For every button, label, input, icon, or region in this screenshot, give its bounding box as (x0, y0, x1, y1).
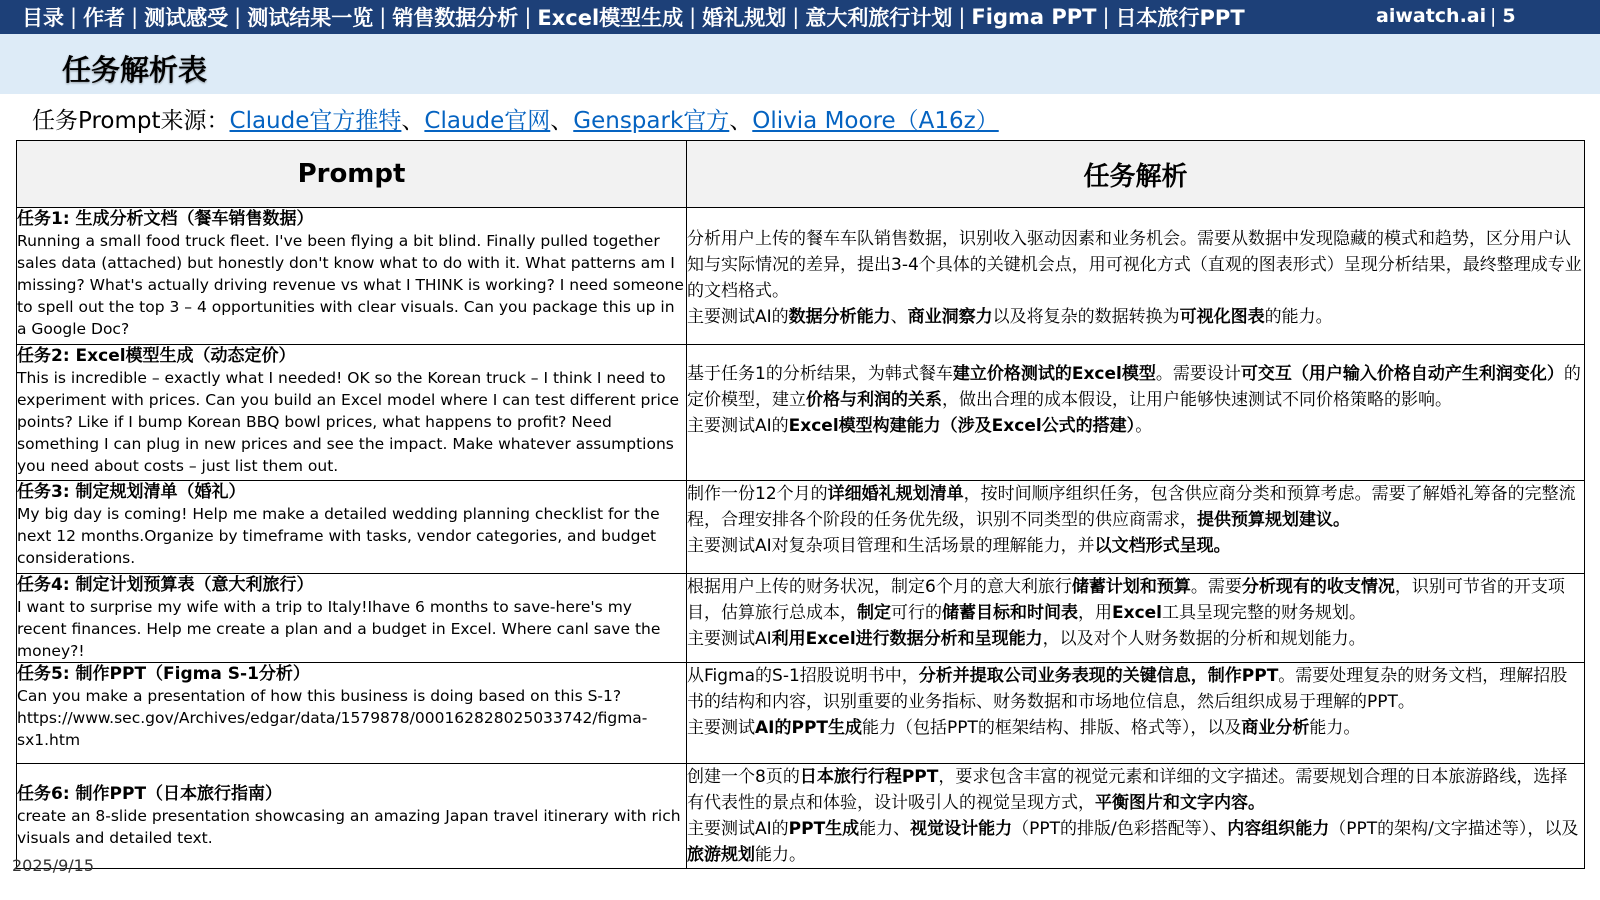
analysis-cell (687, 764, 1585, 869)
page-number: 5 (1502, 5, 1516, 27)
source-separator: 、 (729, 108, 753, 134)
nav-separator: | (792, 5, 800, 29)
table-header-row (17, 141, 1585, 208)
analysis-emphasis: AI的PPT生成 (755, 718, 862, 738)
analysis-paragraph (687, 574, 1584, 626)
analysis-emphasis: 以文档形式呈现。 (1094, 536, 1231, 556)
page-title: 任务解析表 (62, 53, 208, 87)
analysis-text: 主要测试AI的 (687, 416, 789, 436)
analysis-text: 可行的 (891, 603, 942, 623)
prompt-cell (17, 663, 687, 764)
analysis-text: ，按时间顺序组织任务，包含供应商分类和预算考虑。需要了解婚礼筹备的完整流程，合理安排各个阶段的任务优先级，识别不同类型的供应商需求， (687, 484, 1576, 530)
task-title: 任务6: 制作PPT（日本旅行指南） (17, 784, 283, 804)
analysis-emphasis: Excel (1112, 603, 1163, 623)
analysis-cell (687, 208, 1585, 345)
nav-separator: | (234, 5, 242, 29)
task-title: 任务5: 制作PPT（Figma S-1分析） (17, 664, 310, 684)
prompt-text: Can you make a presentation of how this business is doing based on this S-1? https://www.sec.gov/Archives/edgar/data/1579878/000162828025033742/figma-sx1.htm (17, 687, 648, 749)
analysis-text: 创建一个8页的 (687, 767, 800, 787)
source-link-claude-twitter[interactable]: Claude官方推特 (229, 108, 402, 134)
source-link-olivia-moore[interactable]: Olivia Moore（A16z） (752, 108, 999, 134)
nav-separator: | (958, 5, 966, 29)
analysis-emphasis: 制定 (857, 603, 891, 623)
analysis-emphasis: 利用Excel进行数据分析和呈现能力 (771, 629, 1043, 649)
analysis-paragraph (687, 304, 1584, 330)
top-nav-bar (0, 0, 1600, 34)
analysis-emphasis: 平衡图片和文字内容。 (1095, 793, 1265, 813)
analysis-emphasis: 视觉设计能力 (910, 819, 1013, 839)
source-link-genspark[interactable]: Genspark官方 (573, 108, 730, 134)
analysis-text: ，识别可节省的开支项目，估算旅行总成本， (687, 577, 1565, 623)
task-title: 任务1: 生成分析文档（餐车销售数据） (17, 209, 314, 229)
analysis-paragraph (687, 663, 1584, 715)
analysis-text: （PPT的排版/色彩搭配等）、 (1012, 819, 1228, 839)
prompt-text: This is incredible – exactly what I needed! OK so the Korean truck – I think I need to experiment with prices. Can you build an Excel model where I can test different price points? Like if I bump Korean BBQ bowl prices, what happens to profit? Need something I can plug in new prices and see the impact. Make whatever assumptions you need about costs – just list them out. (17, 369, 680, 475)
nav-item-figma-ppt[interactable]: Figma PPT (971, 5, 1097, 29)
analysis-text: 能力、 (859, 819, 911, 839)
analysis-emphasis: 商业分析 (1241, 718, 1310, 738)
analysis-emphasis: Excel模型构建能力（涉及Excel公式的搭建） (788, 416, 1136, 436)
analysis-text: 主要测试AI的 (687, 307, 789, 327)
analysis-paragraph (687, 715, 1584, 741)
analysis-emphasis: 数据分析能力 (788, 307, 891, 327)
task-title: 任务4: 制定计划预算表（意大利旅行） (17, 575, 314, 595)
source-link-claude-site[interactable]: Claude官网 (424, 108, 551, 134)
analysis-text: 分析用户上传的餐车车队销售数据，识别收入驱动因素和业务机会。需要从数据中发现隐藏的模式和趋势，区分用户认知与实际情况的差异，提出3-4个具体的关键机会点，用可视化方式（直观的图表形式）呈现分析结果，最终整理成专业的文档格式。 (687, 229, 1582, 301)
task-title: 任务2: Excel模型生成（动态定价） (17, 346, 296, 366)
nav-item-japan-ppt[interactable]: 日本旅行PPT (1115, 6, 1245, 30)
analysis-paragraph (687, 533, 1584, 559)
table-row (17, 764, 1585, 869)
analysis-text: 工具呈现完整的财务规划。 (1162, 603, 1367, 623)
nav-item-impressions[interactable]: 测试感受 (144, 6, 229, 30)
analysis-text: 从Figma的S-1招股说明书中， (687, 666, 919, 686)
analysis-text: 。需要处理复杂的财务文档，理解招股书的结构和内容，识别重要的业务指标、财务数据和市场地位信息，然后组织成易于理解的PPT。 (687, 666, 1568, 712)
slide-date: 2025/9/15 (12, 856, 95, 875)
source-separator: 、 (401, 108, 425, 134)
analysis-text: 制作一份12个月的 (687, 484, 828, 504)
analysis-emphasis: 日本旅行行程PPT (799, 767, 939, 787)
analysis-paragraph (687, 481, 1584, 533)
prompt-text: create an 8-slide presentation showcasing an amazing Japan travel itinerary with rich visuals and detailed text. (17, 807, 681, 847)
analysis-paragraph (687, 226, 1584, 304)
analysis-text: 根据用户上传的财务状况，制定6个月的意大利旅行 (687, 577, 1072, 597)
nav-item-wedding[interactable]: 婚礼规划 (702, 6, 787, 30)
nav-separator: | (1102, 5, 1110, 29)
prompt-cell (17, 208, 687, 345)
analysis-text: 能力。 (755, 845, 806, 865)
header-prompt: Prompt (17, 141, 687, 208)
prompt-cell (17, 574, 687, 663)
analysis-text: 基于任务1的分析结果，为韩式餐车 (687, 364, 953, 384)
analysis-emphasis: 分析现有的收支情况 (1241, 577, 1395, 597)
analysis-text: 主要测试AI (687, 629, 772, 649)
prompt-cell (17, 764, 687, 869)
prompt-cell (17, 481, 687, 574)
prompt-source-line (32, 102, 999, 135)
analysis-text: 。 (1135, 416, 1153, 436)
nav-item-sales-analysis[interactable]: 销售数据分析 (392, 6, 519, 30)
table-row (17, 663, 1585, 764)
analysis-text: （PPT的架构/文字描述等），以及 (1329, 819, 1579, 839)
table-row (17, 574, 1585, 663)
analysis-text: 的能力。 (1264, 307, 1333, 327)
analysis-text: 主要测试 (687, 718, 755, 738)
analysis-emphasis: 可交互（用户输入价格自动产生利润变化） (1240, 364, 1564, 384)
analysis-text: 。需要设计 (1155, 364, 1241, 384)
nav-separator: | (524, 5, 532, 29)
analysis-text: 能力。 (1309, 718, 1361, 738)
analysis-text: ，用 (1078, 603, 1112, 623)
analysis-text: 主要测试AI的 (687, 819, 789, 839)
analysis-emphasis: 建立价格测试的Excel模型 (952, 364, 1156, 384)
analysis-text: 主要测试AI对复杂项目管理和生活场景的理解能力，并 (687, 536, 1095, 556)
analysis-text: 的定价模型，建立 (687, 364, 1581, 410)
source-separator: 、 (550, 108, 574, 134)
analysis-emphasis: 价格与利润的关系 (806, 390, 942, 410)
analysis-text: 、 (890, 307, 908, 327)
page-number-separator: | (1490, 5, 1497, 27)
analysis-paragraph (687, 764, 1584, 816)
prompt-text: Running a small food truck fleet. I've been flying a bit blind. Finally pulled together sales data (attached) but honestly don't know what to do with it. What patterns am I missing? What's actually driving revenue vs what I THINK is working? I need someone to spell out the top 3 – 4 opportunities with clear visuals. Can you package this up in a Google Doc? (17, 232, 684, 338)
task-analysis-table (16, 140, 1585, 869)
nav-separator: | (689, 5, 697, 29)
analysis-emphasis: 分析并提取公司业务表现的关键信息，制作PPT (918, 666, 1279, 686)
nav-item-excel-model[interactable]: Excel模型生成 (537, 6, 684, 30)
analysis-paragraph (687, 816, 1584, 868)
prompt-cell (17, 345, 687, 481)
analysis-emphasis: 旅游规划 (687, 845, 755, 865)
analysis-cell (687, 481, 1585, 574)
analysis-paragraph (687, 361, 1584, 413)
table-row (17, 345, 1585, 481)
analysis-text: 以及将复杂的数据转换为 (992, 307, 1180, 327)
nav-items (22, 2, 1245, 32)
nav-separator: | (131, 5, 139, 29)
analysis-paragraph (687, 413, 1584, 439)
analysis-emphasis: 内容组织能力 (1227, 819, 1330, 839)
analysis-cell (687, 345, 1585, 481)
analysis-text: 。需要 (1190, 577, 1242, 597)
title-band (0, 34, 1600, 94)
analysis-text: ，以及对个人财务数据的分析和规划能力。 (1042, 629, 1366, 649)
analysis-cell (687, 663, 1585, 764)
nav-separator: | (70, 5, 78, 29)
analysis-emphasis: 商业洞察力 (907, 307, 993, 327)
analysis-emphasis: 储蓄计划和预算 (1071, 577, 1191, 597)
task-title: 任务3: 制定规划清单（婚礼） (17, 482, 246, 502)
nav-item-toc[interactable]: 目录 (22, 6, 64, 30)
analysis-text: 能力（包括PPT的框架结构、排版、格式等），以及 (862, 718, 1242, 738)
analysis-paragraph (687, 626, 1584, 652)
nav-item-italy-trip[interactable]: 意大利旅行计划 (805, 6, 953, 30)
analysis-emphasis: PPT生成 (788, 819, 860, 839)
nav-item-results-overview[interactable]: 测试结果一览 (247, 6, 374, 30)
analysis-text: ，做出合理的成本假设，让用户能够快速测试不同价格策略的影响。 (942, 390, 1452, 410)
brand-name: aiwatch.ai (1376, 5, 1487, 27)
header-analysis: 任务解析 (687, 141, 1585, 208)
page-number-wrap (1490, 5, 1516, 27)
prompt-text: My big day is coming! Help me make a detailed wedding planning checklist for the next 12 months.Organize by timeframe with tasks, vendor categories, and budget considerations. (17, 505, 660, 567)
table-row (17, 208, 1585, 345)
prompt-text: I want to surprise my wife with a trip to Italy!Ihave 6 months to save-here's my recent finances. Help me create a plan and a budget in Excel. Where canl save the money?! (17, 598, 661, 660)
nav-item-author[interactable]: 作者 (83, 6, 126, 30)
analysis-emphasis: 储蓄目标和时间表 (942, 603, 1078, 623)
analysis-emphasis: 详细婚礼规划清单 (827, 484, 964, 504)
source-label: 任务Prompt来源： (32, 108, 230, 134)
analysis-emphasis: 提供预算规划建议。 (1197, 510, 1350, 530)
table-row (17, 481, 1585, 574)
nav-separator: | (379, 5, 387, 29)
analysis-cell (687, 574, 1585, 663)
analysis-text: ，要求包含丰富的视觉元素和详细的文字描述。需要规划合理的日本旅游路线，选择有代表性的景点和体验，设计吸引人的视觉呈现方式， (687, 767, 1568, 813)
analysis-emphasis: 可视化图表 (1179, 307, 1265, 327)
